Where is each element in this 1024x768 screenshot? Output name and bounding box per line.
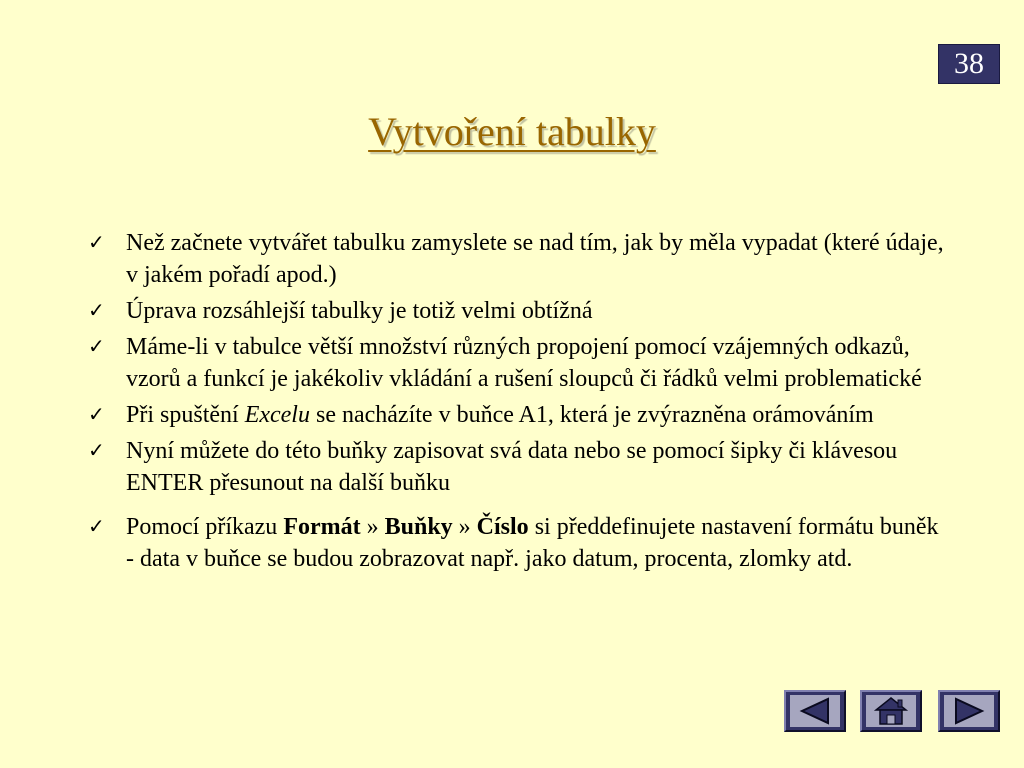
checkmark-icon: ✓ <box>88 514 105 538</box>
menu-number: Číslo <box>476 514 529 540</box>
excel-emphasis: Excelu <box>244 402 310 428</box>
list-item <box>88 331 948 395</box>
bullet-text: Máme-li v tabulce větší množství různých propojení pomocí vzájemných odkazů, vzorů a funkcí je jakékoliv vkládání a rušení sloupců či řádků velmi problematické <box>126 334 922 392</box>
bullet-text <box>126 514 939 572</box>
list-item <box>88 295 948 327</box>
menu-cells: Buňky <box>384 514 453 540</box>
list-item <box>88 435 948 499</box>
bullet-text-start: Při spuštění <box>126 402 245 428</box>
list-item <box>88 227 948 291</box>
triangle-right-icon <box>940 692 998 730</box>
slide-title: Vytvoření tabulky <box>368 109 656 154</box>
bullet-text-end: si předdefinujete nastavení formátu buněk - data v buňce se budou zobrazovat např. jako datum, procenta, zlomky atd. <box>126 514 939 572</box>
home-button[interactable] <box>860 690 922 732</box>
menu-separator: » <box>360 514 385 540</box>
slide-number-badge: 38 <box>938 44 1000 84</box>
menu-format: Formát <box>283 514 361 540</box>
bullet-text: Úprava rozsáhlejší tabulky je totiž velmi obtížná <box>126 298 593 324</box>
bullet-text: Než začnete vytvářet tabulku zamyslete se nad tím, jak by měla vypadat (které údaje, v jakém pořadí apod.) <box>126 230 944 288</box>
bullet-text-end: se nacházíte v buňce A1, která je zvýrazněna orámováním <box>309 402 874 428</box>
bullet-text: Nyní můžete do této buňky zapisovat svá data nebo se pomocí šipky či klávesou ENTER přesunout na další buňku <box>126 438 898 496</box>
checkmark-icon: ✓ <box>88 402 105 426</box>
list-item <box>88 399 948 431</box>
house-icon <box>862 692 920 730</box>
previous-slide-button[interactable] <box>784 690 846 732</box>
list-item <box>88 511 948 575</box>
checkmark-icon: ✓ <box>88 334 105 358</box>
bullet-text-start: Pomocí příkazu <box>126 514 284 540</box>
checkmark-icon: ✓ <box>88 438 105 462</box>
bullet-list <box>88 227 948 579</box>
next-slide-button[interactable] <box>938 690 1000 732</box>
triangle-left-icon <box>786 692 844 730</box>
checkmark-icon: ✓ <box>88 298 105 322</box>
menu-separator: » <box>452 514 477 540</box>
checkmark-icon: ✓ <box>88 230 105 254</box>
bullet-text <box>126 402 874 428</box>
